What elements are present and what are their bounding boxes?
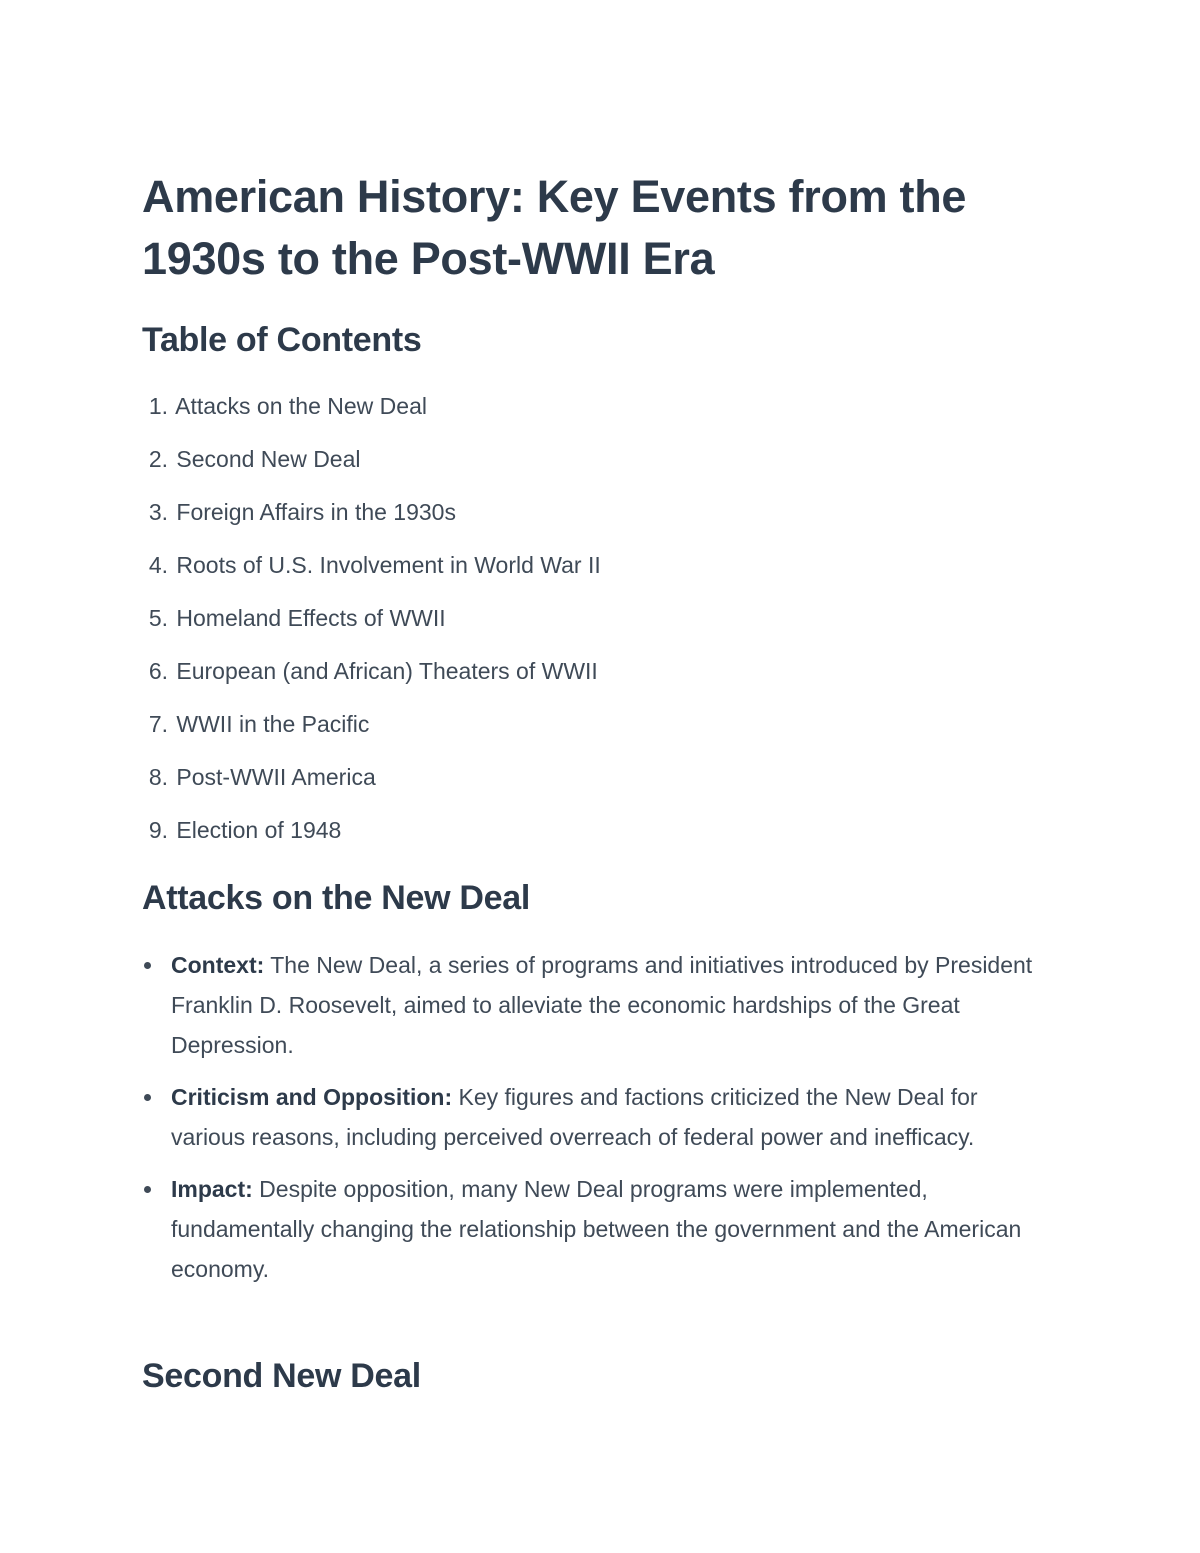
bullet-item: Context: The New Deal, a series of programs and initiatives introduced by President Franklin D. Roosevelt, aimed to alleviate the economic hardships of the Great Depression. <box>142 945 1057 1065</box>
toc-item[interactable]: 9. Election of 1948 <box>148 817 342 843</box>
toc-item[interactable]: 8. Post-WWII America <box>148 764 376 790</box>
bullet-item: Criticism and Opposition: Key figures and factions criticized the New Deal for various reasons, including perceived overreach of federal power and inefficacy. <box>142 1077 1057 1157</box>
document-title: American History: Key Events from the 1930s to the Post-WWII Era <box>142 171 967 284</box>
toc-heading: Table of Contents <box>142 321 422 359</box>
toc-item[interactable]: 2. Second New Deal <box>148 446 361 472</box>
toc-item[interactable]: 3. Foreign Affairs in the 1930s <box>148 499 456 525</box>
bullet-item: Impact: Despite opposition, many New Deal programs were implemented, fundamentally changing the relationship between the government and the American economy. <box>142 1169 1057 1289</box>
bullet-icon <box>144 1186 151 1193</box>
bullet-icon <box>144 1094 151 1101</box>
section-heading-second-new-deal: Second New Deal <box>142 1357 421 1395</box>
toc-item[interactable]: 6. European (and African) Theaters of WWII <box>148 658 598 684</box>
section-bullets <box>142 945 1057 1301</box>
bullet-icon <box>144 962 151 969</box>
toc-list <box>140 380 601 857</box>
toc-item[interactable]: 5. Homeland Effects of WWII <box>148 605 446 631</box>
toc-item[interactable]: 7. WWII in the Pacific <box>148 711 370 737</box>
section-heading-attacks: Attacks on the New Deal <box>142 879 530 917</box>
toc-item[interactable]: 1. Attacks on the New Deal <box>148 393 427 419</box>
toc-item[interactable]: 4. Roots of U.S. Involvement in World War II <box>148 552 601 578</box>
